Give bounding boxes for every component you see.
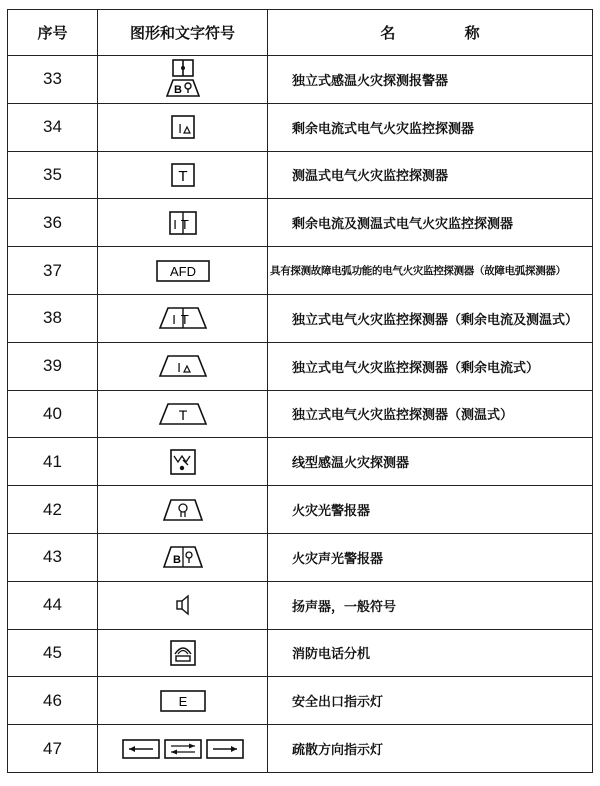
row-name: 线型感温火灾探测器 (268, 438, 593, 486)
symbol-label: IT (171, 312, 194, 328)
row-name: 测温式电气火灾监控探测器 (268, 151, 593, 199)
row-name: 火灾光警报器 (268, 486, 593, 534)
row-symbol (98, 199, 268, 247)
table-row (8, 438, 593, 486)
row-number: 42 (8, 486, 98, 534)
table-row (8, 581, 593, 629)
row-name: 具有探测故障电弧功能的电气火灾监控探测器（故障电弧探测器） (268, 247, 593, 295)
symbol-label: E (178, 693, 187, 709)
row-name: 疏散方向指示灯 (268, 725, 593, 773)
row-name: 剩余电流式电气火灾监控探测器 (268, 103, 593, 151)
table-row (8, 103, 593, 151)
row-name: 独立式电气火灾监控探测器（剩余电流式） (268, 342, 593, 390)
table-row (8, 199, 593, 247)
table-row (8, 629, 593, 677)
row-number: 37 (8, 247, 98, 295)
header-no: 序号 (8, 10, 98, 56)
residual-current-detector-icon (170, 114, 196, 140)
table-row (8, 342, 593, 390)
standalone-temp-detector-icon (156, 401, 210, 427)
table-row (8, 56, 593, 104)
linear-heat-detector-icon (169, 448, 197, 476)
row-number: 43 (8, 533, 98, 581)
standalone-residual-detector-icon (156, 353, 210, 379)
row-symbol (98, 103, 268, 151)
residual-current-temperature-detector-icon (168, 210, 198, 236)
row-name: 消防电话分机 (268, 629, 593, 677)
row-number: 45 (8, 629, 98, 677)
symbol-label: B (173, 84, 182, 97)
header-symbol: 图形和文字符号 (98, 10, 268, 56)
row-name: 独立式电气火灾监控探测器（测温式） (268, 390, 593, 438)
row-name: 扬声器，一般符号 (268, 581, 593, 629)
row-number: 46 (8, 677, 98, 725)
row-name: 安全出口指示灯 (268, 677, 593, 725)
symbol-label: I (176, 360, 181, 376)
table-row (8, 533, 593, 581)
row-number: 44 (8, 581, 98, 629)
row-symbol (98, 581, 268, 629)
table-row (8, 151, 593, 199)
row-number: 34 (8, 103, 98, 151)
row-symbol (98, 677, 268, 725)
symbol-label: I (177, 121, 182, 137)
row-name: 独立式感温火灾探测报警器 (268, 56, 593, 104)
row-number: 47 (8, 725, 98, 773)
fire-sound-light-alarm-icon (161, 544, 205, 570)
row-symbol (98, 390, 268, 438)
table-row (8, 725, 593, 773)
row-number: 33 (8, 56, 98, 104)
afd-icon (155, 258, 211, 284)
row-symbol (98, 294, 268, 342)
speaker-icon (173, 592, 193, 618)
row-symbol (98, 342, 268, 390)
row-symbol (98, 151, 268, 199)
standalone-residual-temp-detector-icon (156, 305, 210, 331)
row-number: 41 (8, 438, 98, 486)
row-symbol (98, 725, 268, 773)
row-symbol (98, 629, 268, 677)
row-number: 38 (8, 294, 98, 342)
symbol-label: AFD (169, 263, 196, 279)
fire-telephone-icon (169, 639, 197, 667)
table-row (8, 486, 593, 534)
standalone-heat-fire-alarm-icon (159, 58, 207, 100)
symbol-label: T (177, 167, 188, 185)
header-name: 名 称 (268, 10, 593, 56)
table-row (8, 294, 593, 342)
symbol-label: T (178, 406, 187, 423)
row-symbol (98, 486, 268, 534)
row-symbol (98, 247, 268, 295)
row-name: 剩余电流及测温式电气火灾监控探测器 (268, 199, 593, 247)
row-number: 35 (8, 151, 98, 199)
row-number: 36 (8, 199, 98, 247)
symbol-table (7, 9, 593, 773)
table-row (8, 677, 593, 725)
row-symbol (98, 533, 268, 581)
row-number: 40 (8, 390, 98, 438)
row-symbol (98, 56, 268, 104)
exit-sign-icon (159, 688, 207, 714)
table-row (8, 390, 593, 438)
row-symbol (98, 438, 268, 486)
row-name: 独立式电气火灾监控探测器（剩余电流及测温式） (268, 294, 593, 342)
symbol-label: B (172, 554, 181, 567)
table-header-row (8, 10, 593, 56)
evacuation-direction-sign-icon (121, 736, 245, 762)
table-row (8, 247, 593, 295)
row-number: 39 (8, 342, 98, 390)
fire-light-alarm-icon (161, 497, 205, 523)
temperature-detector-icon (170, 162, 196, 188)
row-name: 火灾声光警报器 (268, 533, 593, 581)
symbol-label: IT (172, 216, 193, 232)
